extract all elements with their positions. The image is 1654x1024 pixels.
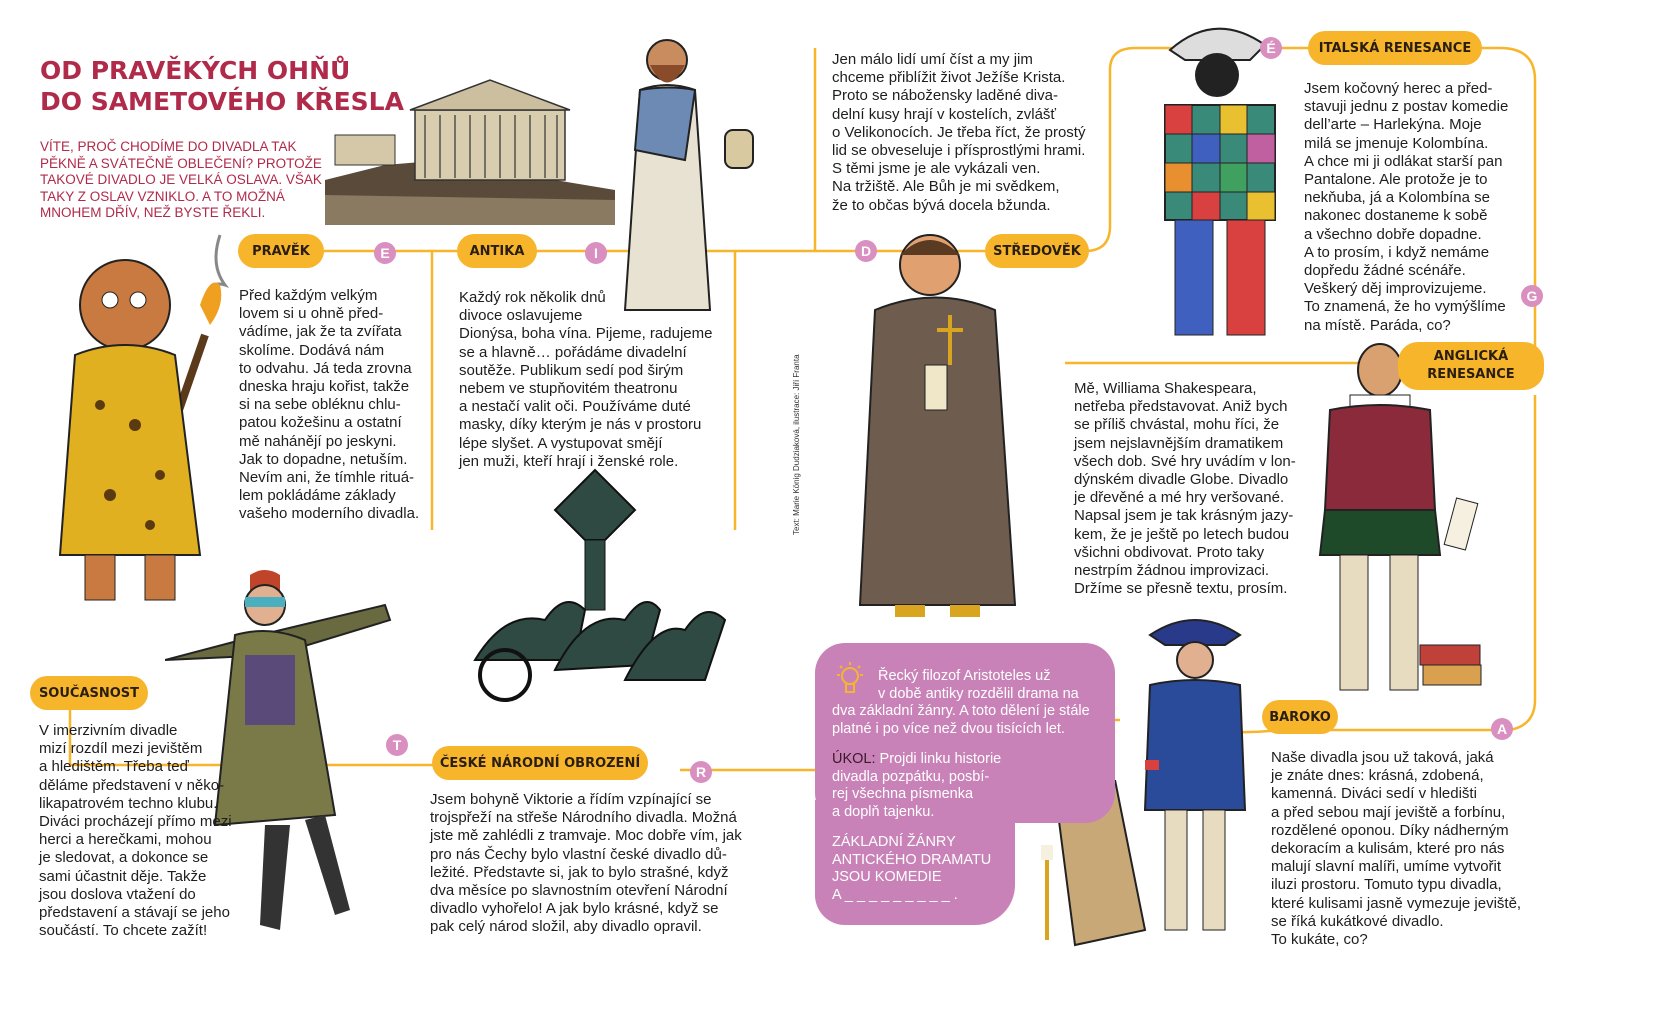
text-line: je sledovat, a dokonce se <box>39 849 209 867</box>
text-line: Naše divadla jsou už taková, jaká <box>1271 749 1494 766</box>
letter-badge: D <box>855 240 877 262</box>
era-stredovek-label: STŘEDOVĚK <box>985 234 1089 268</box>
text-line: se a hlavně… pořádáme divadelní <box>459 343 687 361</box>
text-line: mizí rozdíl mezi jevištěm <box>39 740 203 758</box>
letter-badge: R <box>690 761 712 783</box>
text-line: stavuji jednu z postav komedie <box>1304 98 1509 116</box>
text-line: a nestačí valit oči. Používáme duté <box>459 398 691 416</box>
text-line: A chce mi ji odlákat starší pan <box>1304 152 1503 170</box>
text-line: ANTICKÉHO DRAMATU <box>832 851 992 868</box>
era-obrozeni-label: ČESKÉ NÁRODNÍ OBROZENÍ <box>432 746 648 780</box>
text-line: Projdi linku historie <box>875 751 1002 767</box>
text-line: sami účastnit děje. Takže <box>39 867 207 885</box>
harlequin-illustration <box>1140 15 1300 345</box>
text-line: je dřevěné a mé hry veršované. <box>1074 489 1285 507</box>
text-line: dýnském divadle Globe. Divadlo <box>1074 471 1289 489</box>
text-line: a všechno dobře dopadne. <box>1304 225 1482 243</box>
letter-badge: A <box>1491 718 1513 740</box>
text-line: pro nás Čechy bylo vlastní české divadlo dů- <box>430 845 727 863</box>
text-line: o Velikonocích. Je třeba říct, že prostý <box>832 123 1086 141</box>
text-line: Na tržiště. Ale Bůh je mi svědkem, <box>832 178 1060 196</box>
text-line: divadlo vyhořelo! A jak bylo krásné, když se <box>430 900 719 918</box>
text-line: Pantalone. Ale protože je to <box>1304 171 1488 189</box>
soucasnost-text <box>39 722 232 940</box>
text-line: skolíme. Dodává nám <box>239 341 385 359</box>
monk-illustration <box>855 215 1020 625</box>
era-antika-label: ANTIKA <box>457 234 537 268</box>
antika-text <box>459 289 712 471</box>
text-line: V imerzivním divadle <box>39 722 178 739</box>
text-line: platné i po více než dvou tisících let. <box>832 720 1065 737</box>
text-line: S těmi jsme je ale vykázali ven. <box>832 160 1041 178</box>
text-line: nekňuba, já a Kolombína se <box>1304 189 1490 207</box>
text-line: herci a herečkami, mohou <box>39 831 212 849</box>
text-line: JSOU KOMEDIE <box>832 869 942 886</box>
text-line: všichni obdivovat. Proto taky <box>1074 543 1265 561</box>
text-line: dneska hraju kořist, takže <box>239 378 410 396</box>
text-line: jsem nejslavnějším dramatikem <box>1074 434 1284 452</box>
text-line: se příliš chvástal, mohu říci, že <box>1074 416 1280 434</box>
text-line: malují slavní malíři, umíme vytvořit <box>1271 858 1502 876</box>
text-line: představení a stávají se jeho <box>39 904 230 922</box>
text-line: netřeba představovat. Aniž bych <box>1074 398 1288 416</box>
text-line: jen muži, kteří hrají i ženské role. <box>459 452 679 470</box>
task-label: ÚKOL: <box>832 751 876 767</box>
text-line: Před každým velkým <box>239 287 378 304</box>
era-baroko-label: BAROKO <box>1262 700 1338 734</box>
text-line: kamenná. Diváci sedí v hledišti <box>1271 785 1477 803</box>
obrozeni-text <box>430 791 742 937</box>
text-line: to odvahu. Já teda zrovna <box>239 359 412 377</box>
text-line: děláme představení v něko- <box>39 776 225 794</box>
title-line-1: OD PRAVĚKÝCH OHŇŮ <box>40 56 351 85</box>
text-line: likapatrovém techno klubu. <box>39 794 218 812</box>
intro-line: VÍTE, PROČ CHODÍME DO DIVADLA TAK <box>40 139 297 154</box>
italska-text <box>1304 80 1508 335</box>
era-anglicka-label <box>1398 342 1544 390</box>
text-line: dva měsíce po slavnostním otevření Národní <box>430 882 728 900</box>
text-line: Napsal jsem je tak krásným jazy- <box>1074 507 1294 525</box>
text-line: se říká kukátkové divadlo. <box>1271 912 1444 930</box>
puzzle-answer <box>832 834 991 904</box>
text-line: A to prosím, i když nemáme <box>1304 243 1490 261</box>
text-line: rej všechna písmenka <box>832 786 974 803</box>
letter-badge: É <box>1260 37 1282 59</box>
letter-badge: T <box>386 734 408 756</box>
letter-badge: G <box>1521 285 1543 307</box>
text-line: Každý rok několik dnů <box>459 289 606 306</box>
text-line: na místě. Paráda, co? <box>1304 316 1451 334</box>
era-soucasnost-label: SOUČASNOST <box>30 676 148 710</box>
text-line: pak celý národ složil, aby divadlo opravil. <box>430 918 702 936</box>
intro-line: TAKY Z OSLAV VZNIKLO. A TO MOŽNÁ <box>40 188 285 204</box>
text-line: Řecký filozof Aristoteles už <box>878 668 1051 684</box>
text-line: Jen málo lidí umí číst a my jim <box>832 51 1033 68</box>
anglicka-text <box>1074 380 1296 598</box>
answer-blank[interactable]: A _ _ _ _ _ _ _ _ _ . <box>832 886 958 903</box>
caveman-illustration <box>40 225 240 615</box>
text-line: jsou doslova vtažení do <box>39 885 196 903</box>
stredovek-text <box>832 51 1085 215</box>
text-line: masky, díky kterým je nás v prostoru <box>459 416 702 434</box>
text-line: Držíme se přesně textu, prosím. <box>1074 580 1288 598</box>
text-line: Jsem kočovný herec a před- <box>1304 80 1493 97</box>
aristoteles-fact <box>832 668 1090 738</box>
text-line: kem, že je ještě po letech budou <box>1074 525 1290 543</box>
letter-badge: E <box>374 242 396 264</box>
greek-actor-illustration <box>615 30 765 320</box>
text-line: a doplň tajenku. <box>832 803 935 820</box>
text-line: patou kožešinu a ostatní <box>239 414 402 432</box>
task-instructions <box>832 751 1001 821</box>
text-line: divoce oslavujeme <box>459 307 583 325</box>
text-line: ležité. Představte si, jak to bylo strašné, když <box>430 863 729 881</box>
text-line: Diváci procházejí přímo mezi <box>39 813 232 831</box>
text-line: si na sebe obléknu chlu- <box>239 396 401 414</box>
text-line: To kukáte, co? <box>1271 931 1368 949</box>
text-line: Proto se nábožensky laděné diva- <box>832 87 1058 105</box>
text-line: rozdělené oponou. Díky nádherným <box>1271 821 1509 839</box>
text-line: To znamená, že ho vymýšlíme <box>1304 298 1506 316</box>
text-line: trojspřeží na střeše Národního divadla. Možná <box>430 809 737 827</box>
text-line: nakonec dostaneme k sobě <box>1304 207 1488 225</box>
shakespeare-illustration <box>1305 340 1485 710</box>
text-line: dell’arte – Harlekýna. Moje <box>1304 116 1482 134</box>
text-line: Dionýsa, boha vína. Pijeme, radujeme <box>459 325 713 343</box>
text-line: dva základní žánry. A toto dělení je stále <box>832 703 1090 720</box>
era-anglicka-label-1: ANGLICKÁ <box>1433 349 1509 364</box>
baroque-actor-illustration <box>1140 610 1250 950</box>
text-line: součástí. To chcete zažít! <box>39 922 208 940</box>
text-line: nebem ve stupňovitém theatronu <box>459 380 678 398</box>
era-anglicka-label-2: RENESANCE <box>1427 367 1515 382</box>
text-line: chceme přiblížit život Ježíše Krista. <box>832 69 1066 87</box>
text-line: lid se obveseluje i přísprostlými hrami. <box>832 142 1086 160</box>
intro-line: MNOHEM DŘÍV, NEŽ BYSTE ŘEKLI. <box>40 205 266 221</box>
text-line: Jak to dopadne, netuším. <box>239 450 408 468</box>
text-line: delní kusy hrají v kostelích, zvlášť <box>832 105 1057 123</box>
text-line: lem pokládáme základy <box>239 487 396 505</box>
text-line: a před sebou mají jeviště a forbínu, <box>1271 803 1506 821</box>
text-line: dopředu žádné scénáře. <box>1304 262 1466 280</box>
title-line-2: DO SAMETOVÉHO KŘESLA <box>40 87 404 116</box>
text-line: Mě, Williama Shakespeara, <box>1074 380 1257 397</box>
quadriga-statue-illustration <box>445 460 745 720</box>
text-line: je znáte dnes: krásná, zdobená, <box>1271 767 1484 785</box>
era-italska-label: ITALSKÁ RENESANCE <box>1308 31 1482 65</box>
text-line: že to občas bývá docela bžunda. <box>832 196 1051 214</box>
text-line: a hledištěm. Třeba teď <box>39 758 189 776</box>
intro-line: PĚKNĚ A SVÁTEČNĚ OBLEČENÍ? PROTOŽE <box>40 155 322 171</box>
text-line: mě nahánějí po jeskyni. <box>239 432 397 450</box>
text-line: milá se jmenuje Kolombína. <box>1304 134 1489 152</box>
text-line: iluzi prostoru. Tomuto typu divadla, <box>1271 876 1502 894</box>
text-line: které kulisami jasně vymezuje jeviště, <box>1271 894 1522 912</box>
intro-line: TAKOVÉ DIVADLO JE VELKÁ OSLAVA. VŠAK <box>40 172 322 188</box>
text-line: Nevím ani, že tímhle rituá- <box>239 469 415 487</box>
text-line: lépe slyšet. A vystupovat smějí <box>459 434 663 452</box>
text-line: Veškerý děj improvizujeme. <box>1304 280 1487 298</box>
intro-text <box>40 139 320 222</box>
temple-illustration <box>325 70 615 225</box>
text-line: vádíme, jak že ta zvířata <box>239 323 402 341</box>
text-line: ZÁKLADNÍ ŽÁNRY <box>832 834 956 850</box>
text-line: v době antiky rozdělil drama na <box>878 685 1079 702</box>
letter-badge: I <box>585 242 607 264</box>
text-line: všech dob. Své hry uvádím v lon- <box>1074 452 1296 470</box>
era-pravek-label: PRAVĚK <box>238 234 324 268</box>
text-line: divadla pozpátku, posbí- <box>832 768 990 785</box>
pravek-text <box>239 287 419 524</box>
text-line: nestrpím žádnou improvizaci. <box>1074 562 1270 580</box>
text-line: vašeho moderního divadla. <box>239 505 420 523</box>
baroko-text <box>1271 749 1521 949</box>
text-line: dekoracím a kulisám, které pro nás <box>1271 840 1505 858</box>
text-line: soutěže. Publikum sedí pod širým <box>459 361 684 379</box>
text-line: Jsem bohyně Viktorie a řídím vzpínající se <box>430 791 712 808</box>
credit-text: Text: Marie König Dudziaková, ilustrace: Jiří Franta <box>792 354 801 535</box>
text-line: jste mě zahlédli z tramvaje. Moc dobře vím, jak <box>430 827 742 845</box>
text-line: lovem si u ohně před- <box>239 305 384 323</box>
